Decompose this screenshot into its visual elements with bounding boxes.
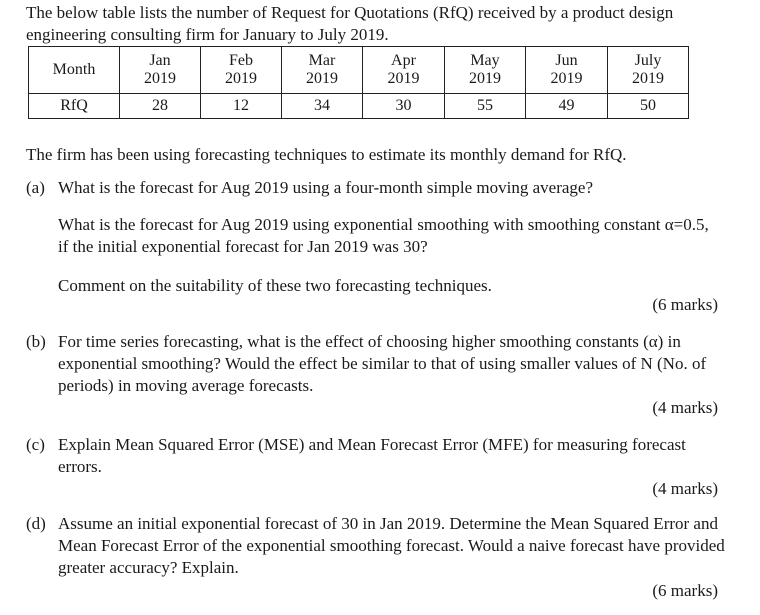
question-label: (d) bbox=[26, 514, 46, 533]
question-text: For time series forecasting, what is the effect of choosing higher smoothing constants (α) in exponential smoothing? Would the effect be similar to that of using smaller values of N (No. of periods) in moving average forecasts. bbox=[58, 332, 707, 395]
marks-b: (4 marks) bbox=[652, 398, 718, 417]
statement: The firm has been using forecasting techniques to estimate its monthly demand for RfQ. bbox=[26, 145, 627, 164]
question-label: (c) bbox=[26, 435, 45, 454]
question-label: (a) bbox=[26, 178, 45, 197]
marks-d: (6 marks) bbox=[652, 581, 718, 600]
month-cell: Jan 2019 bbox=[120, 47, 201, 94]
value-cell: 50 bbox=[608, 94, 689, 119]
month-cell: Apr 2019 bbox=[363, 47, 445, 94]
rfq-label-cell: RfQ bbox=[29, 94, 120, 119]
question-c bbox=[26, 434, 726, 478]
value-cell: 55 bbox=[445, 94, 526, 119]
table-value-row bbox=[29, 94, 689, 119]
month-cell: May 2019 bbox=[445, 47, 526, 94]
month-cell: Feb 2019 bbox=[201, 47, 282, 94]
question-b bbox=[26, 331, 726, 397]
marks-a: (6 marks) bbox=[652, 295, 718, 314]
question-a-sub1: What is the forecast for Aug 2019 using exponential smoothing with smoothing constant α=0.5, if the initial exponential forecast for Jan 2019 was 30? bbox=[58, 215, 709, 256]
month-header-cell: Month bbox=[29, 47, 120, 94]
month-cell: July 2019 bbox=[608, 47, 689, 94]
value-cell: 30 bbox=[363, 94, 445, 119]
rfq-table bbox=[28, 46, 689, 119]
question-d bbox=[26, 513, 726, 579]
value-cell: 34 bbox=[282, 94, 363, 119]
marks-c: (4 marks) bbox=[652, 479, 718, 498]
month-cell: Mar 2019 bbox=[282, 47, 363, 94]
table-header-row bbox=[29, 47, 689, 94]
value-cell: 12 bbox=[201, 94, 282, 119]
intro-paragraph: The below table lists the number of Request for Quotations (RfQ) received by a product design engineering consulting firm for January to July 2019. bbox=[26, 3, 674, 44]
question-a-sub2: Comment on the suitability of these two forecasting techniques. bbox=[58, 276, 492, 295]
question-text: Explain Mean Squared Error (MSE) and Mean Forecast Error (MFE) for measuring forecast errors. bbox=[58, 435, 686, 476]
question-text: What is the forecast for Aug 2019 using a four-month simple moving average? bbox=[58, 178, 594, 197]
value-cell: 49 bbox=[526, 94, 608, 119]
month-cell: Jun 2019 bbox=[526, 47, 608, 94]
value-cell: 28 bbox=[120, 94, 201, 119]
question-a bbox=[26, 177, 726, 199]
question-text: Assume an initial exponential forecast of 30 in Jan 2019. Determine the Mean Squared Error and Mean Forecast Error of the exponential smoothing forecast. Would a naive forecast have provided greater accuracy? Explain. bbox=[58, 514, 725, 577]
question-label: (b) bbox=[26, 332, 46, 351]
